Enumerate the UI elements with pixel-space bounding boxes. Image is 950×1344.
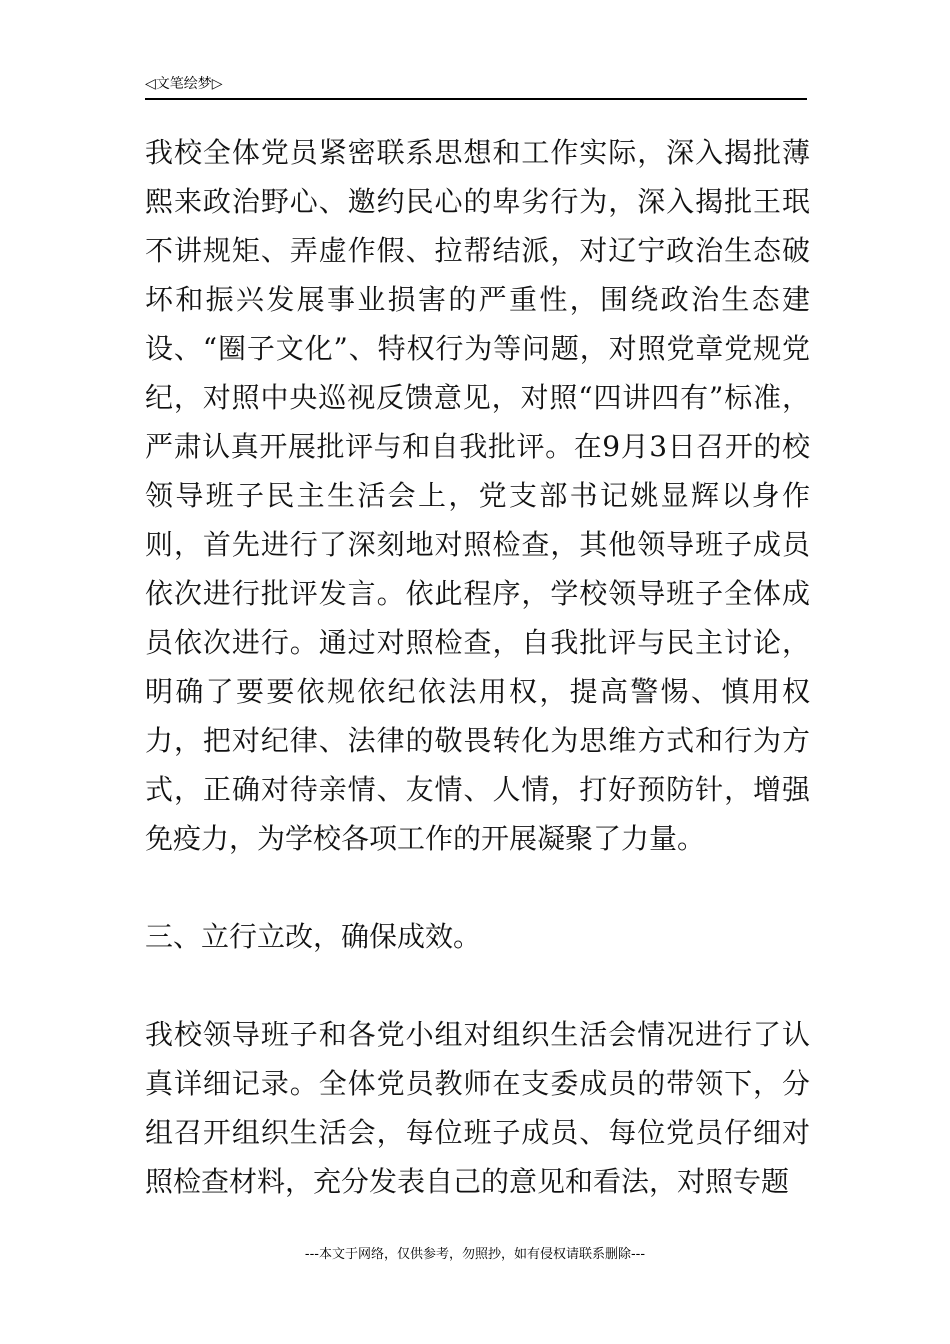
section-heading: 三、立行立改，确保成效。 [145,920,482,953]
page-header [145,74,807,100]
page-footer: ---本文于网络，仅供参考，勿照抄，如有侵权请联系删除--- [304,1247,646,1262]
document-body [145,128,810,1206]
body-paragraph: 我校领导班子和各党小组对组织生活会情况进行了认真详细记录。全体党员教师在支委成员的带领下，分组召开组织生活会，每位班子成员、每位党员仔细对照检查材料，充分发表自己的意见和看法，对照专题 [145,1018,810,1198]
header-label: ◁文笔绘梦▷ [145,76,223,92]
body-paragraph: 我校全体党员紧密联系思想和工作实际，深入揭批薄熙来政治野心、邀约民心的卑劣行为，深入揭批王珉不讲规矩、弄虚作假、拉帮结派，对辽宁政治生态破坏和振兴发展事业损害的严重性，围绕政治生态建设、“圈子文化”、特权行为等问题，对照党章党规党纪，对照中央巡视反馈意见，对照“四讲四有”标准，严肃认真开展批评与和自我批评。在9月3日召开的校领导班子民主生活会上，党支部书记姚显辉以身作则，首先进行了深刻地对照检查，其他领导班子成员依次进行批评发言。依此程序，学校领导班子全体成员依次进行。通过对照检查，自我批评与民主讨论，明确了要要依规依纪依法用权，提高警惕、慎用权力，把对纪律、法律的敬畏转化为思维方式和行为方式，正确对待亲情、友情、人情，打好预防针，增强免疫力，为学校各项工作的开展凝聚了力量。 [145,136,810,855]
